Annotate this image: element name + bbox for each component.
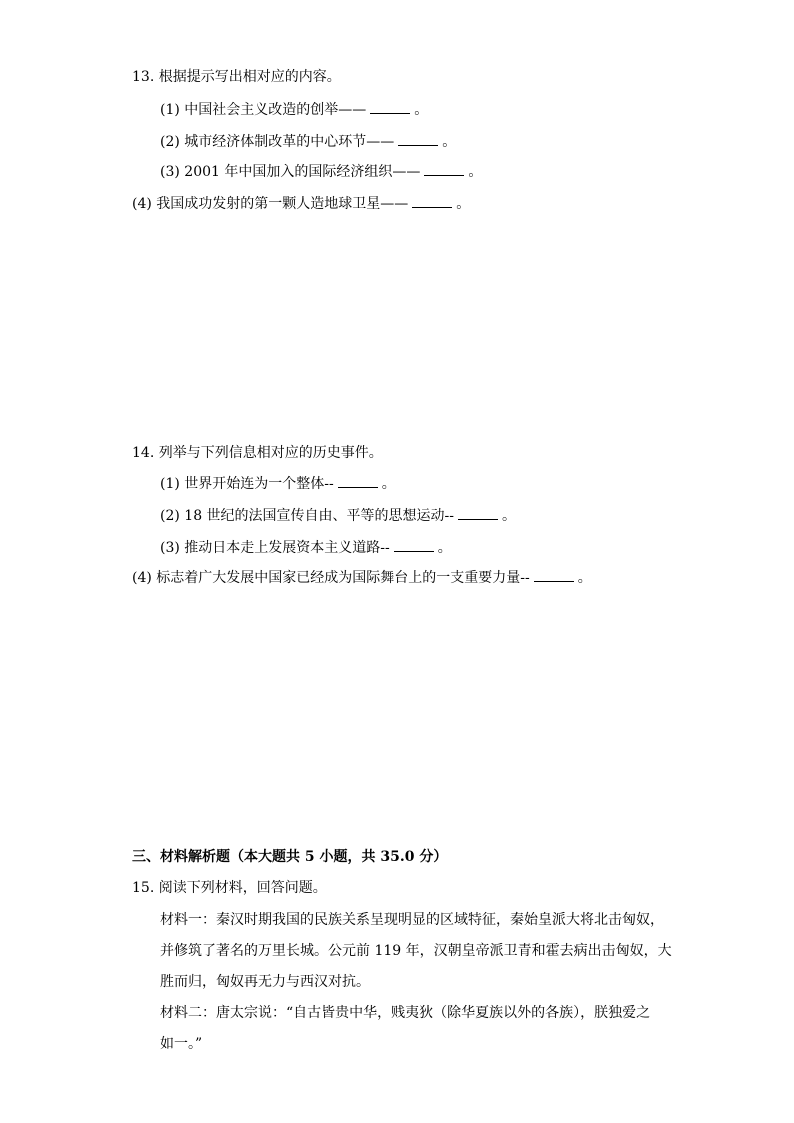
q13-item-1: (1) 中国社会主义改造的创举—— 。: [160, 99, 428, 120]
q15-material-line: 并修筑了著名的万里长城。公元前 119 年，汉朝皇帝派卫青和霍去病出击匈奴，大: [160, 943, 672, 959]
q15-material-line: 如一。”: [160, 1036, 203, 1052]
answer-blank[interactable]: [534, 567, 574, 582]
q13-item-3: (3) 2001 年中国加入的国际经济组织—— 。: [160, 161, 482, 182]
q15-title: 15. 阅读下列材料，回答问题。: [132, 880, 327, 896]
q14-item-4: (4) 标志着广大发展中国家已经成为国际舞台上的一支重要力量-- 。: [132, 567, 592, 588]
answer-blank[interactable]: [394, 537, 434, 552]
section-heading: 三、材料解析题（本大题共 5 小题，共 35.0 分）: [132, 849, 448, 865]
answer-blank[interactable]: [370, 99, 410, 114]
q14-item-1: (1) 世界开始连为一个整体-- 。: [160, 473, 396, 494]
answer-blank[interactable]: [338, 473, 378, 488]
answer-blank[interactable]: [458, 505, 498, 520]
q13-item-4: (4) 我国成功发射的第一颗人造地球卫星—— 。: [132, 193, 470, 214]
q15-material-line: 胜而归，匈奴再无力与西汉对抗。: [160, 974, 370, 990]
answer-blank[interactable]: [398, 131, 438, 146]
q15-material-line: 材料一：秦汉时期我国的民族关系呈现明显的区域特征，秦始皇派大将北击匈奴，: [160, 912, 664, 928]
q14-item-3: (3) 推动日本走上发展资本主义道路-- 。: [160, 537, 452, 558]
answer-blank[interactable]: [412, 193, 452, 208]
q14-title: 14. 列举与下列信息相对应的历史事件。: [132, 445, 383, 461]
q13-title: 13. 根据提示写出相对应的内容。: [132, 69, 341, 85]
answer-blank[interactable]: [424, 161, 464, 176]
q14-item-2: (2) 18 世纪的法国宣传自由、平等的思想运动-- 。: [160, 505, 516, 526]
q15-material-line: 材料二：唐太宗说：“自古皆贵中华，贱夷狄（除华夏族以外的各族），朕独爱之: [160, 1005, 651, 1021]
q13-item-2: (2) 城市经济体制改革的中心环节—— 。: [160, 131, 456, 152]
